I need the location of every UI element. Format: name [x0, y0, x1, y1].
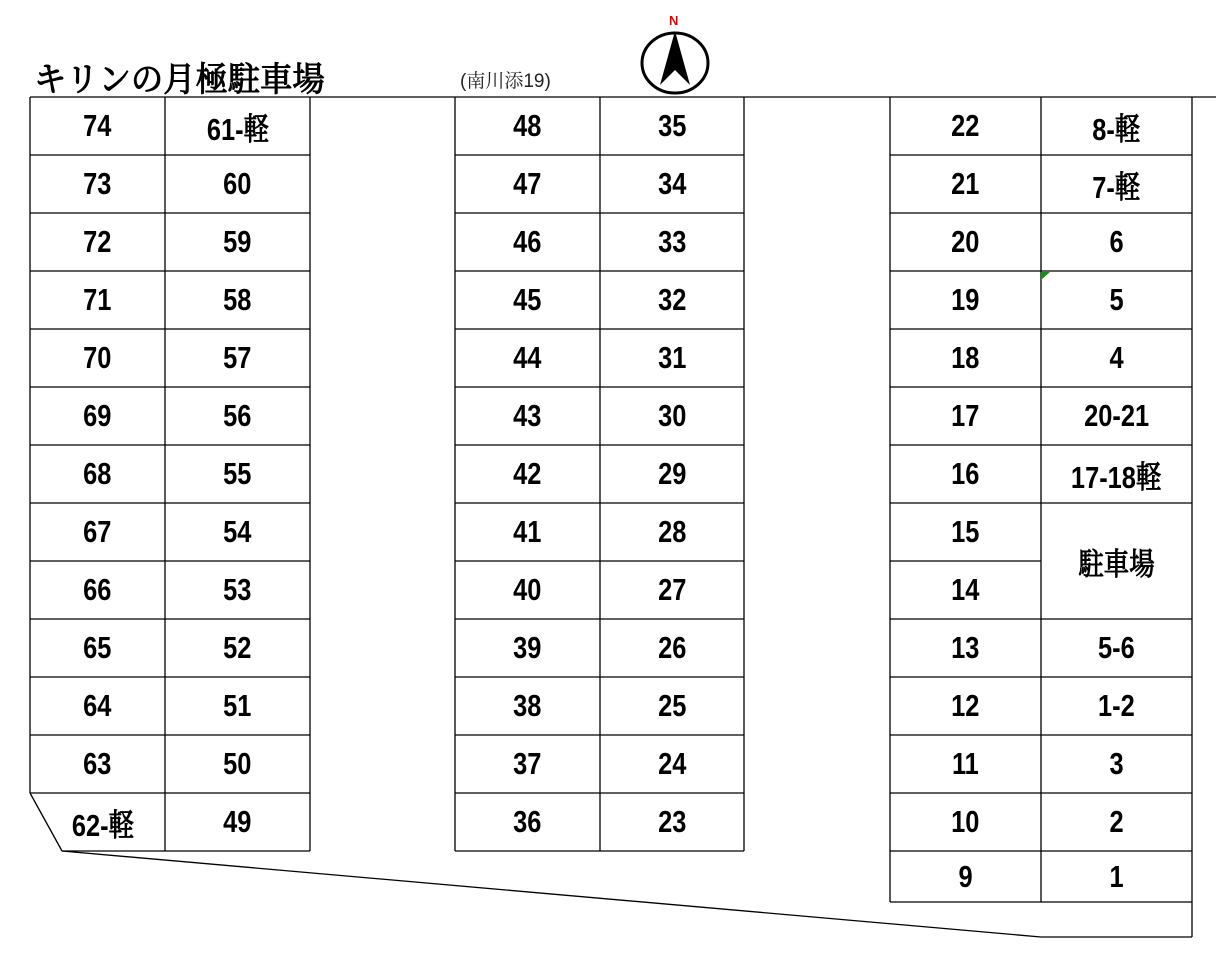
space-label: 34: [657, 166, 687, 201]
parking-space: [30, 329, 165, 387]
space-label: 51: [223, 688, 252, 723]
space-label: 69: [83, 398, 112, 433]
parking-space: [600, 503, 744, 561]
space-label: 11: [952, 746, 979, 781]
parking-space: [890, 97, 1041, 155]
parking-space: [1041, 793, 1192, 851]
space-label: 1: [1109, 858, 1124, 894]
parking-space: [165, 503, 310, 561]
parking-space: [165, 97, 310, 155]
parking-space: [600, 387, 744, 445]
space-label: 35: [657, 108, 687, 143]
parking-space: [30, 677, 165, 735]
parking-space: [165, 271, 310, 329]
parking-space: [165, 735, 310, 793]
space-label: 55: [223, 456, 252, 491]
parking-space: [455, 503, 600, 561]
space-label: 19: [951, 282, 980, 317]
parking-space: [30, 271, 165, 329]
parking-space: [890, 271, 1041, 329]
space-label: 46: [513, 224, 542, 259]
parking-space: [600, 155, 744, 213]
parking-space: [600, 271, 744, 329]
space-label: 53: [223, 572, 252, 607]
space-label: 56: [223, 398, 252, 433]
space-label: 33: [657, 224, 687, 259]
space-label: 29: [657, 456, 687, 491]
parking-space: [165, 677, 310, 735]
space-label: 44: [513, 340, 542, 375]
parking-space: [165, 155, 310, 213]
parking-space: [600, 561, 744, 619]
parking-space: [600, 735, 744, 793]
space-label: 9: [958, 858, 973, 894]
parking-space: [165, 793, 310, 851]
space-label: 54: [223, 514, 252, 549]
space-label: 20-21: [1083, 398, 1150, 433]
page-title: キリンの月極駐車場: [34, 61, 325, 99]
space-label: 23: [657, 804, 687, 839]
parking-space: [30, 619, 165, 677]
space-label: 駐車場: [1078, 546, 1155, 582]
parking-space: [600, 97, 744, 155]
parking-space: [455, 155, 600, 213]
parking-space: [165, 445, 310, 503]
parking-space: [1041, 329, 1192, 387]
parking-space: [600, 445, 744, 503]
parking-space: [455, 677, 600, 735]
parking-space: [1041, 445, 1192, 503]
parking-space: [30, 735, 165, 793]
space-label: 72: [83, 224, 112, 259]
space-label: 63: [83, 746, 112, 781]
space-label: 73: [83, 166, 112, 201]
space-label: 67: [83, 514, 112, 549]
space-label: 61-軽: [206, 111, 269, 147]
space-label: 62-軽: [71, 807, 134, 843]
space-label: 71: [83, 282, 112, 317]
space-label: 12: [951, 688, 980, 723]
parking-space: [30, 97, 165, 155]
space-label: 6: [1109, 224, 1124, 259]
parking-space: [890, 735, 1041, 793]
parking-space: [1041, 735, 1192, 793]
space-label: 14: [951, 572, 980, 607]
space-label: 40: [513, 572, 542, 607]
space-label: 13: [951, 630, 980, 665]
parking-space: [600, 677, 744, 735]
parking-space: [30, 155, 165, 213]
space-label: 16: [951, 456, 980, 491]
space-label: 28: [657, 514, 687, 549]
parking-space: [890, 329, 1041, 387]
parking-space: [455, 271, 600, 329]
space-label: 3: [1109, 746, 1124, 781]
space-label: 32: [657, 282, 687, 317]
parking-space: [890, 387, 1041, 445]
parking-space: [1041, 677, 1192, 735]
space-label: 57: [223, 340, 252, 375]
parking-space: [30, 445, 165, 503]
parking-space: [600, 329, 744, 387]
parking-space: [30, 213, 165, 271]
space-label: 31: [657, 340, 687, 375]
space-label: 50: [223, 746, 252, 781]
space-label: 42: [513, 456, 542, 491]
parking-space: [165, 619, 310, 677]
parking-space: [890, 503, 1041, 561]
space-label: 24: [657, 746, 687, 781]
parking-space: [455, 97, 600, 155]
space-label: 15: [951, 514, 980, 549]
parking-space: [165, 329, 310, 387]
space-label: 39: [513, 630, 542, 665]
space-label: 37: [513, 746, 542, 781]
address-label: (南川添19): [460, 71, 551, 92]
parking-space: [30, 561, 165, 619]
space-label: 70: [83, 340, 112, 375]
parking-space: [455, 445, 600, 503]
space-label: 68: [83, 456, 112, 491]
space-label: 21: [951, 166, 980, 201]
parking-space: [30, 387, 165, 445]
space-label: 36: [513, 804, 542, 839]
space-label: 22: [951, 108, 980, 143]
parking-space: [165, 387, 310, 445]
space-label: 17-18軽: [1071, 459, 1162, 495]
space-label: 60: [223, 166, 252, 201]
parking-space: [1041, 155, 1192, 213]
space-label: 48: [513, 108, 542, 143]
space-label: 66: [83, 572, 112, 607]
space-label: 4: [1109, 340, 1124, 375]
parking-space: [600, 619, 744, 677]
parking-space: [455, 561, 600, 619]
space-label: 59: [223, 224, 252, 259]
space-label: 27: [657, 572, 687, 607]
parking-space: [890, 445, 1041, 503]
space-label: 7-軽: [1092, 169, 1141, 205]
space-label: 41: [513, 514, 542, 549]
parking-space: [1041, 97, 1192, 155]
parking-space: [890, 677, 1041, 735]
parking-space: [455, 735, 600, 793]
parking-space: [890, 155, 1041, 213]
space-label: 17: [951, 398, 980, 433]
parking-space: [1041, 271, 1192, 329]
parking-space: [1041, 503, 1192, 619]
parking-space: [455, 793, 600, 851]
space-label: 65: [83, 630, 112, 665]
space-label: 10: [951, 804, 980, 839]
parking-space: [600, 213, 744, 271]
parking-space: [165, 561, 310, 619]
parking-space: [455, 387, 600, 445]
parking-space: [1041, 619, 1192, 677]
parking-space: [1041, 387, 1192, 445]
parking-space: [890, 213, 1041, 271]
space-label: 47: [513, 166, 542, 201]
space-label: 58: [223, 282, 252, 317]
space-label: 25: [657, 688, 687, 723]
parking-space: [1041, 851, 1192, 902]
space-label: 2: [1109, 804, 1124, 839]
parking-space: [455, 213, 600, 271]
parking-space: [30, 503, 165, 561]
space-label: 43: [513, 398, 542, 433]
space-label: 1-2: [1098, 688, 1135, 723]
space-label: 64: [83, 688, 112, 723]
space-label: 30: [657, 398, 687, 433]
space-label: 20: [951, 224, 980, 259]
space-label: 74: [83, 108, 112, 143]
parking-space: [890, 619, 1041, 677]
space-label: 5-6: [1098, 630, 1135, 665]
parking-space: [1041, 213, 1192, 271]
space-label: 45: [513, 282, 542, 317]
parking-space: [40, 793, 165, 851]
north-label: N: [669, 13, 679, 28]
space-label: 49: [223, 804, 252, 839]
space-label: 38: [513, 688, 542, 723]
parking-space: [890, 561, 1041, 619]
space-label: 5: [1109, 282, 1124, 317]
space-label: 26: [657, 630, 687, 665]
parking-space: [600, 793, 744, 851]
parking-space: [890, 793, 1041, 851]
space-label: 18: [951, 340, 980, 375]
parking-space: [890, 851, 1041, 902]
parking-space: [455, 619, 600, 677]
space-label: 8-軽: [1092, 111, 1141, 147]
parking-space: [165, 213, 310, 271]
space-label: 52: [223, 630, 252, 665]
north-arrow-icon: [642, 31, 708, 93]
parking-space: [455, 329, 600, 387]
